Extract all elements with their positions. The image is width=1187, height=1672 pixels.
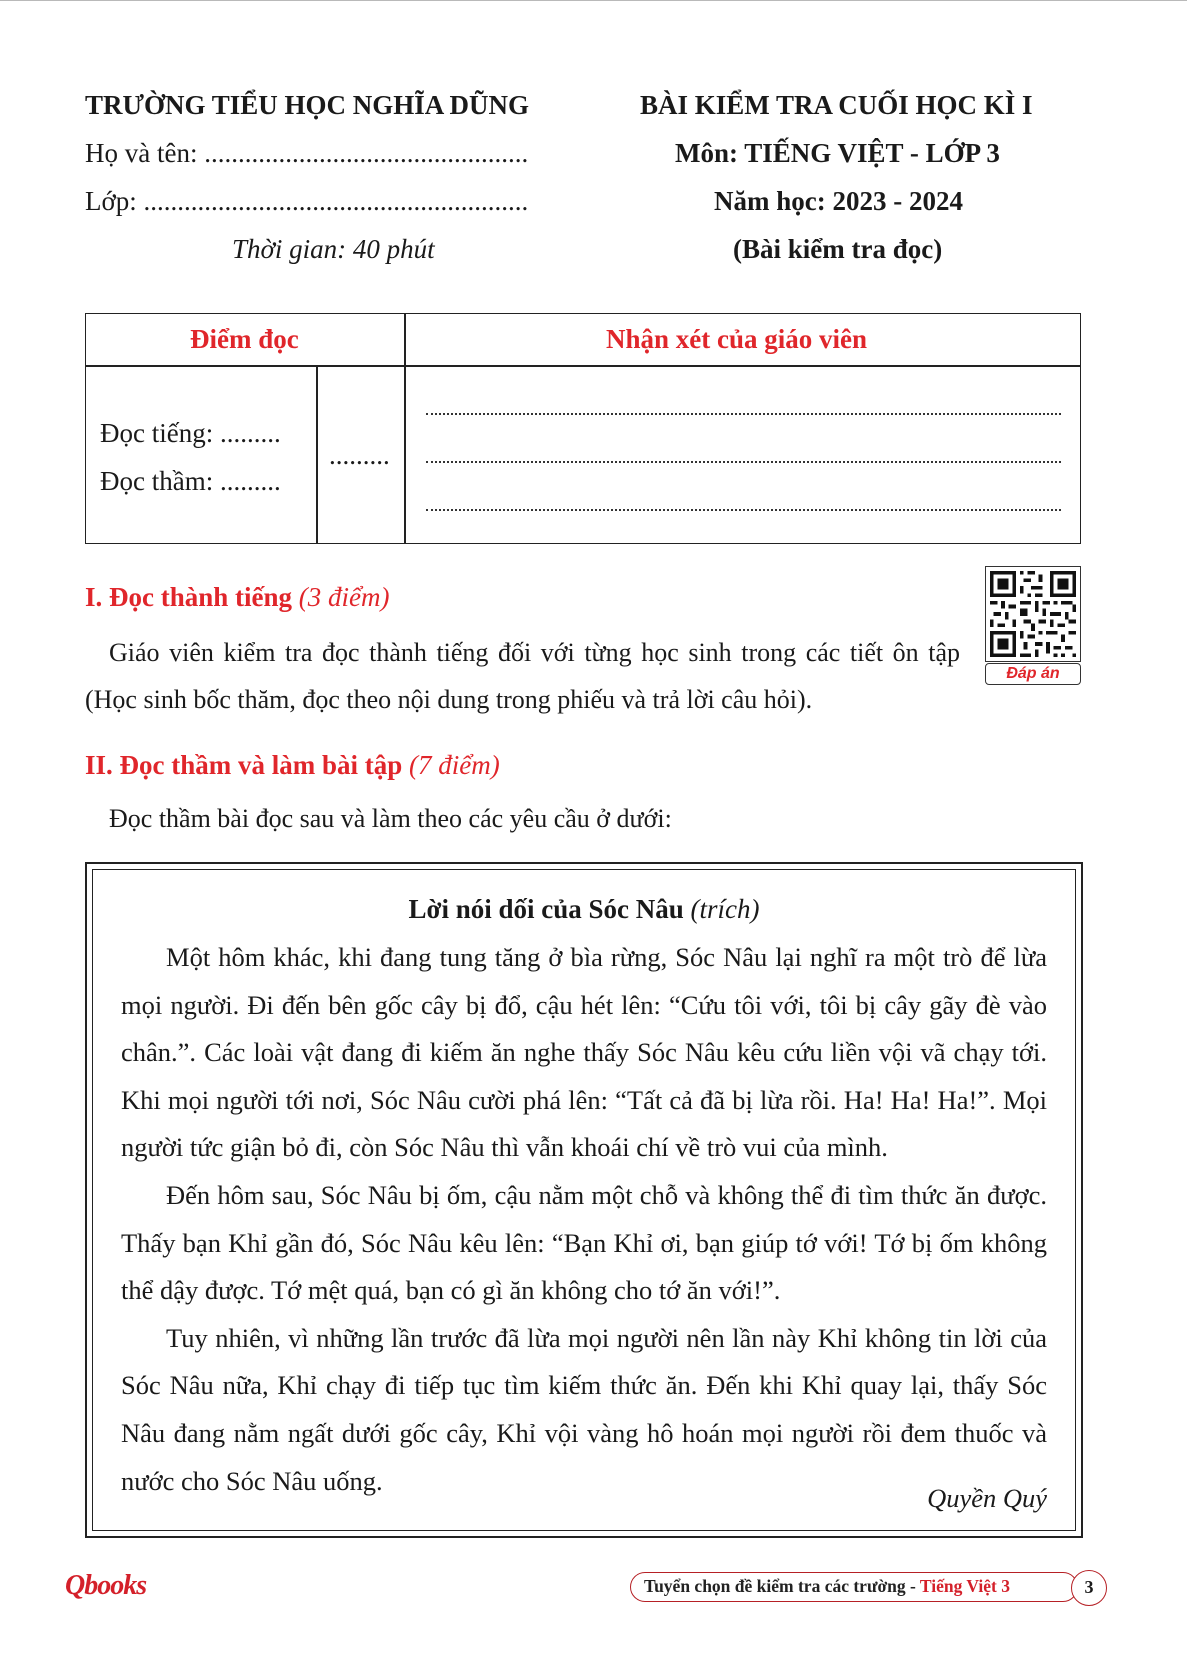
publisher-logo: Qbooks bbox=[65, 1570, 147, 1601]
story-title-note: (trích) bbox=[690, 894, 760, 924]
school-year: Năm học: 2023 - 2024 bbox=[714, 186, 963, 216]
table-divider bbox=[316, 365, 318, 543]
story-title-text: Lời nói dối của Sóc Nâu bbox=[408, 894, 684, 924]
answer-key-label[interactable]: Đáp án bbox=[985, 663, 1081, 685]
page-top-rule bbox=[0, 0, 1187, 1]
section-2-points: (7 điểm) bbox=[409, 750, 500, 780]
comment-line bbox=[426, 413, 1061, 415]
story-paragraph: Một hôm khác, khi đang tung tăng ở bìa rừng, Sóc Nâu lại nghĩ ra một trò để lừa mọi người. Đi đến bên gốc cây bị đổ, cậu hét lên: “Cứu tôi với, tôi bị cây gãy đè vào chân.”. Các loài vật đang đi kiếm ăn nghe thấy Sóc Nâu kêu cứu liền vội vã chạy tới. Khi mọi người tới nơi, Sóc Nâu cười phá lên: “Tất cả đã bị lừa rồi. Ha! Ha! Ha!”. Mọi người tức giận bỏ đi, còn Sóc Nâu thì vẫn khoái chí về trò vui của mình. bbox=[121, 942, 1047, 1163]
teacher-comment-header: Nhận xét của giáo viên bbox=[606, 324, 868, 354]
section-1-title bbox=[85, 580, 390, 614]
section-1-heading: I. Đọc thành tiếng bbox=[85, 582, 293, 612]
footer-subject: Tiếng Việt 3 bbox=[919, 1576, 1010, 1596]
class-line: Lớp: ......................................................... bbox=[85, 186, 529, 216]
reading-score-header: Điểm đọc bbox=[190, 324, 299, 354]
reading-passage-box bbox=[85, 862, 1083, 1538]
section-2-heading: II. Đọc thầm và làm bài tập bbox=[85, 750, 403, 780]
exam-subject: Môn: TIẾNG VIỆT - LỚP 3 bbox=[675, 138, 1000, 168]
qr-code-image bbox=[986, 567, 1080, 661]
exam-time: Thời gian: 40 phút bbox=[232, 234, 435, 264]
story-title bbox=[93, 892, 1075, 926]
section-2-title bbox=[85, 748, 500, 782]
table-divider bbox=[404, 314, 406, 543]
section-1-points: (3 điểm) bbox=[298, 582, 390, 612]
silent-reading-score: Đọc thầm: ......... bbox=[100, 466, 281, 496]
page-number: 3 bbox=[1071, 1570, 1107, 1606]
exam-type: (Bài kiểm tra đọc) bbox=[733, 234, 943, 264]
student-name-line: Họ và tên: ................................................ bbox=[85, 138, 529, 168]
total-score: ......... bbox=[329, 440, 390, 470]
comment-line bbox=[426, 461, 1061, 463]
score-table bbox=[85, 313, 1081, 544]
story-paragraph: Đến hôm sau, Sóc Nâu bị ốm, cậu nằm một chỗ và không thể đi tìm thức ăn được. Thấy bạn Khỉ gần đó, Sóc Nâu kêu lên: “Bạn Khỉ ơi, bạn giúp tớ với! Tớ bị ốm không thể dậy được. Tớ mệt quá, bạn có gì ăn không cho tớ ăn với!”. bbox=[121, 1179, 1047, 1306]
table-divider bbox=[86, 365, 1080, 367]
school-name: TRƯỜNG TIỂU HỌC NGHĨA DŨNG bbox=[85, 90, 530, 120]
story-author: Quyền Quý bbox=[927, 1483, 1047, 1513]
story-paragraph: Tuy nhiên, vì những lần trước đã lừa mọi người nên lần này Khỉ không tin lời của Sóc Nâu nữa, Khỉ chạy đi tiếp tục tìm kiếm thức ăn. Đến khi Khỉ quay lại, thấy Sóc Nâu đang nằm ngất dưới gốc cây, Khỉ vội vàng hô hoán mọi người rồi đem thuốc và nước cho Sóc Nâu uống. bbox=[121, 1322, 1047, 1496]
footer-series-label bbox=[630, 1572, 1078, 1602]
comment-line bbox=[426, 509, 1061, 511]
exam-title: BÀI KIỂM TRA CUỐI HỌC KÌ I bbox=[640, 90, 1033, 120]
section-2-instruction: Đọc thầm bài đọc sau và làm theo các yêu cầu ở dưới: bbox=[109, 804, 672, 833]
qr-code[interactable] bbox=[985, 566, 1081, 662]
footer-series-text: Tuyển chọn đề kiểm tra các trường - bbox=[644, 1576, 920, 1596]
oral-reading-score: Đọc tiếng: ......... bbox=[100, 418, 281, 448]
section-1-body: Giáo viên kiểm tra đọc thành tiếng đối với từng học sinh trong các tiết ôn tập (Học sinh bốc thăm, đọc theo nội dung trong phiếu và trả lời câu hỏi). bbox=[85, 638, 960, 714]
story-body bbox=[121, 934, 1047, 1505]
reading-passage-inner-frame bbox=[92, 869, 1076, 1531]
